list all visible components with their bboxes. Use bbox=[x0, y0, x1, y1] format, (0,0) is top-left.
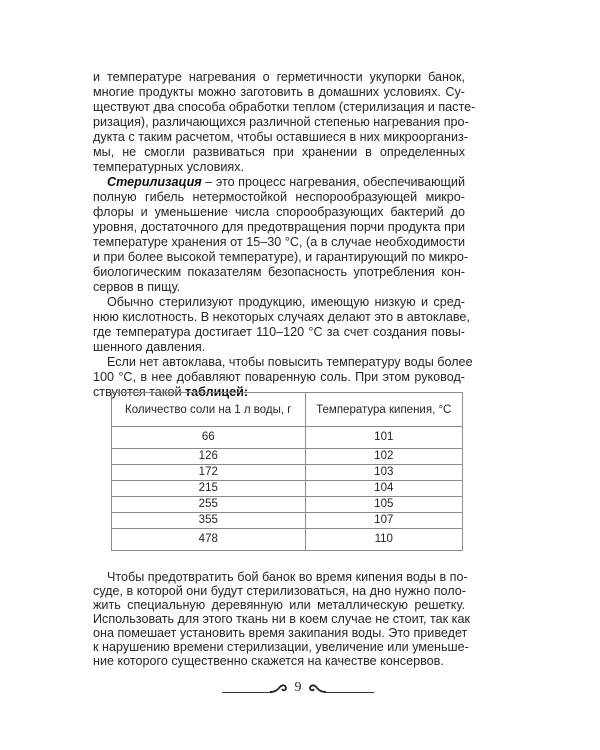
page-number: 9 bbox=[294, 680, 302, 695]
table-cell: 105 bbox=[305, 497, 462, 513]
text-line bbox=[93, 175, 465, 190]
table-cell: 255 bbox=[112, 497, 306, 513]
text-line: уровня, достаточного для предотвращения порчи продукта при bbox=[93, 220, 465, 234]
text-line: к нарушению времени стерилизации, увеличение или уменьше- bbox=[93, 640, 469, 654]
page-footer bbox=[222, 680, 374, 700]
paragraph-5 bbox=[93, 570, 470, 668]
table-cell: 355 bbox=[112, 513, 306, 529]
table-cell: 172 bbox=[112, 465, 306, 481]
text-line: она помешает установить время закипания воды. Это приведет bbox=[93, 626, 468, 640]
paragraph-3 bbox=[93, 295, 470, 355]
table-row bbox=[112, 427, 463, 449]
table-row bbox=[112, 513, 463, 529]
text-line: флоры и уменьшение числа спорообразующих бактерий до bbox=[93, 205, 465, 219]
table-header: Количество соли на 1 л воды, г bbox=[112, 393, 306, 427]
text-line: где температура достигает 110–120 °С за счет создания повы- bbox=[93, 325, 465, 339]
table-cell: 478 bbox=[112, 529, 306, 551]
text-line: ние которого существенно скажется на качестве консервов. bbox=[93, 654, 444, 668]
text-line: температуре хранения от 15–30 °С, (а в случае необходимости bbox=[93, 235, 465, 249]
term-sterilization: Стерилизация bbox=[107, 175, 202, 189]
text-line: суде, в которой они будут стерилизоваться, на дно нужно поло- bbox=[93, 584, 466, 598]
text-line: сервов в пищу. bbox=[93, 280, 181, 294]
text-fragment: – это процесс нагревания, обеспечивающий bbox=[201, 175, 465, 189]
table-row bbox=[112, 465, 463, 481]
bold-word: таблицей: bbox=[185, 385, 249, 399]
table-row bbox=[112, 529, 463, 551]
salt-boiling-table bbox=[111, 392, 463, 551]
text-line: 100 °С, в нее добавляют поваренную соль. При этом руковод- bbox=[93, 370, 465, 384]
table-cell: 101 bbox=[305, 427, 462, 449]
text-line: жить специальную деревянную или металлическую решетку. bbox=[93, 598, 465, 612]
text-line: температурных условиях. bbox=[93, 160, 245, 174]
table-cell: 110 bbox=[305, 529, 462, 551]
footer-rule-right bbox=[324, 692, 374, 693]
table-cell: 103 bbox=[305, 465, 462, 481]
text-line: нюю кислотность. В некоторых случаях делают это в автоклаве, bbox=[93, 310, 470, 324]
text-line: полную гибель нетермостойкой неспорообразующей микро- bbox=[93, 190, 465, 204]
paragraph-1 bbox=[93, 70, 476, 175]
text-line: Чтобы предотвратить бой банок во время кипения воды в по- bbox=[107, 570, 468, 584]
text-line: ществуют два способа обработки теплом (стерилизация и пасте- bbox=[93, 100, 476, 114]
text-line: Использовать для этого ткань ни в коем случае не стоит, так как bbox=[93, 612, 470, 626]
table-header: Температура кипения, °С bbox=[305, 393, 462, 427]
table-cell: 126 bbox=[112, 449, 306, 465]
table-header-row bbox=[112, 393, 463, 427]
text-line: многие продукты можно заготовить в домашних условиях. Су- bbox=[93, 85, 465, 99]
text-line: Если нет автоклава, чтобы повысить температуру воды более bbox=[107, 355, 473, 369]
table-row bbox=[112, 449, 463, 465]
text-line: ризация), различающихся различной степенью нагревания про- bbox=[93, 115, 469, 129]
text-fragment: ствуются такой bbox=[93, 385, 186, 399]
text-line: биологическим показателям безопасность употребления кон- bbox=[93, 265, 465, 279]
text-line: Обычно стерилизуют продукцию, имеющую низкую и сред- bbox=[107, 295, 465, 309]
table-cell: 102 bbox=[305, 449, 462, 465]
table-row bbox=[112, 481, 463, 497]
text-line: дукта с таким расчетом, чтобы оставшиеся в них микроорганиз- bbox=[93, 130, 468, 144]
text-line: мы, не смогли развиваться при хранении в определенных bbox=[93, 145, 465, 159]
table-cell: 215 bbox=[112, 481, 306, 497]
text-line: шенного давления. bbox=[93, 340, 206, 354]
text-line: и при более высокой температуре), и гарантирующий по микро- bbox=[93, 250, 469, 264]
text-line: и температуре нагревания о герметичности укупорки банок, bbox=[93, 70, 465, 84]
table-cell: 104 bbox=[305, 481, 462, 497]
table-row bbox=[112, 497, 463, 513]
table-cell: 107 bbox=[305, 513, 462, 529]
table-cell: 66 bbox=[112, 427, 306, 449]
paragraph-sterilization bbox=[93, 175, 469, 295]
